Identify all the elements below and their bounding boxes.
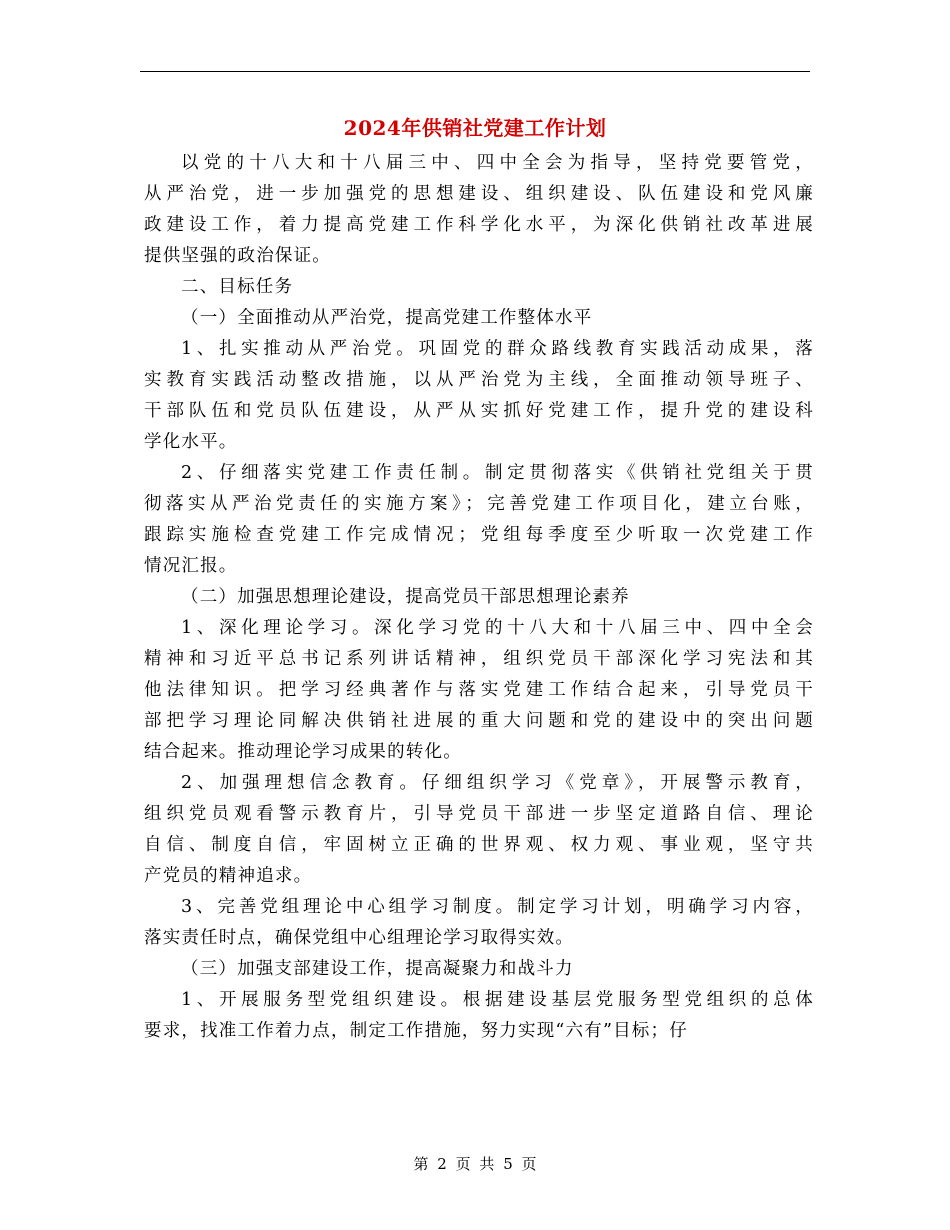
footer-total-unit: 页	[521, 1155, 537, 1173]
text-line: 结合起来。推动理论学习成果的转化。	[144, 742, 462, 762]
text-line: 1、深化理论学习。深化学习党的十八大和十八届三中、四中全会	[181, 618, 814, 638]
text-line: 产党员的精神追求。	[144, 866, 313, 886]
text-line: （三）加强支部建设工作，提高凝聚力和战斗力	[181, 959, 574, 979]
text-line: 学化水平。	[144, 432, 238, 452]
footer-current-page: 2	[437, 1155, 447, 1173]
text-line: （一）全面推动从严治党，提高党建工作整体水平	[181, 308, 593, 328]
text-line: 以党的十八大和十八届三中、四中全会为指导，坚持党要管党，	[181, 153, 814, 173]
text-line: 干部队伍和党员队伍建设，从严从实抓好党建工作，提升党的建设科	[144, 401, 814, 421]
text-line: 2、仔细落实党建工作责任制。制定贯彻落实《供销社党组关于贯	[181, 463, 814, 483]
text-line: 政建设工作，着力提高党建工作科学化水平，为深化供销社改革进展	[144, 215, 814, 235]
text-line: 1、开展服务型党组织建设。根据建设基层党服务型党组织的总体	[181, 990, 814, 1010]
text-line: 跟踪实施检查党建工作完成情况；党组每季度至少听取一次党建工作	[144, 525, 814, 545]
text-line: 他法律知识。把学习经典著作与落实党建工作结合起来，引导党员干	[144, 680, 814, 700]
text-line: 情况汇报。	[144, 556, 238, 576]
text-line: 要求，找准工作着力点，制定工作措施，努力实现“六有”目标；仔	[144, 1021, 688, 1041]
footer-page-unit: 页	[455, 1155, 471, 1173]
page-footer	[0, 1153, 950, 1174]
document-body	[144, 148, 814, 1047]
text-line: 实教育实践活动整改措施，以从严治党为主线，全面推动领导班子、	[144, 370, 814, 390]
footer-page-label: 第	[413, 1155, 429, 1173]
text-line: 二、目标任务	[181, 277, 294, 297]
text-line: 2、加强理想信念教育。仔细组织学习《党章》，开展警示教育，	[181, 773, 814, 793]
text-line: 自信、制度自信，牢固树立正确的世界观、权力观、事业观，坚守共	[144, 835, 814, 855]
text-line: 3、完善党组理论中心组学习制度。制定学习计划，明确学习内容，	[181, 897, 814, 917]
header-rule	[140, 71, 810, 72]
text-line: 从严治党，进一步加强党的思想建设、组织建设、队伍建设和党风廉	[144, 184, 814, 204]
footer-total-label: 共	[479, 1155, 495, 1173]
text-line: 彻落实从严治党责任的实施方案》；完善党建工作项目化，建立台账，	[144, 494, 814, 514]
text-line: （二）加强思想理论建设，提高党员干部思想理论素养	[181, 587, 630, 607]
text-line: 1、扎实推动从严治党。巩固党的群众路线教育实践活动成果，落	[181, 339, 814, 359]
document-title: 2024年供销社党建工作计划	[343, 116, 607, 140]
footer-total-pages: 5	[503, 1155, 513, 1173]
text-line: 提供坚强的政治保证。	[144, 246, 331, 266]
text-line: 部把学习理论同解决供销社进展的重大问题和党的建设中的突出问题	[144, 711, 814, 731]
text-line: 精神和习近平总书记系列讲话精神，组织党员干部深化学习宪法和其	[144, 649, 814, 669]
text-line: 落实责任时点，确保党组中心组理论学习取得实效。	[144, 928, 575, 948]
text-line: 组织党员观看警示教育片，引导党员干部进一步坚定道路自信、理论	[144, 804, 814, 824]
